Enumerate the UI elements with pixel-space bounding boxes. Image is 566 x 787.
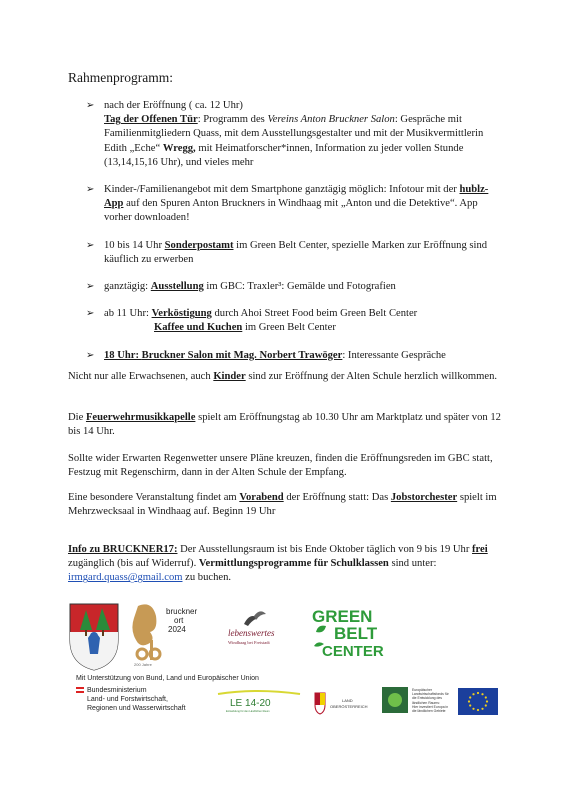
para-strong: Feuerwehrmusikkapelle <box>85 412 196 423</box>
green-belt-center-logo <box>312 607 384 660</box>
item-text-part: 18 Uhr: <box>104 349 142 361</box>
logo-text: 2024 <box>168 625 186 634</box>
para-text: der Eröffnung statt: Das <box>283 492 391 503</box>
item-emphasis: Vereins Anton Bruckner Salon <box>267 114 395 126</box>
para-strong: Vermittlungsprogramme für Schulklassen <box>198 558 389 570</box>
item-text-part: im GBC: Traxler³: Gemälde und Fotografien <box>203 281 396 293</box>
logo-text: BELT <box>334 624 378 643</box>
item-text-part: Kinder-/Familienangebot mit dem Smartphone ganztägig möglich: Infotour mit der <box>104 184 460 196</box>
eu-flag-icon <box>458 688 498 715</box>
item-text-part: : Gespräche mit Familienmitgliedern Quass, mit dem Ausstellungsgestalter und mit der Musikvermittlerin Edith „Eche“ <box>104 114 484 154</box>
section-heading: Rahmenprogramm: <box>68 70 173 85</box>
item-text-part: : Interessante Gespräche <box>342 349 446 361</box>
para-text: Der Ausstellungsraum ist bis Ende Oktober täglich von 9 bis 19 Uhr <box>177 544 473 555</box>
le1420-logo <box>216 690 302 714</box>
logo-text: Windhaag bei Freistadt <box>228 640 270 645</box>
support-line: Mit Unterstützung von Bund, Land und Europäischer Union <box>76 675 259 682</box>
item-strong: Bruckner Salon mit Mag. Norbert Trawöger <box>141 349 343 361</box>
para-text: spielt im Mehrzwecksaal in Windhaag auf. Beginn 19 Uhr <box>68 492 497 518</box>
item-strong: Sonderpostamt <box>164 239 234 251</box>
para-strong: Jobstorchester <box>390 492 458 503</box>
austria-flag-icon <box>76 687 84 693</box>
item-text <box>104 183 506 226</box>
item-text-part: auf den Spuren Anton Bruckners in Windhaag mit „Anton und die Detektive“. App vorher downloaden! <box>104 198 478 224</box>
para-strong: Info zu BRUCKNER17: <box>68 544 178 555</box>
item-text <box>104 307 506 321</box>
item-text <box>104 280 506 294</box>
logo-text: ort <box>174 616 184 625</box>
paragraph-evening <box>68 491 508 519</box>
para-strong: Kinder <box>213 371 246 382</box>
list-item <box>86 349 506 363</box>
para-text: zu buchen. <box>182 572 232 584</box>
email-link[interactable]: irmgard.quass@gmail.com <box>68 572 183 584</box>
item-text-part: mit Heimatforscher*innen, Information zu jeder vollen Stunde (13,14,15,16 Uhr), und vieles mehr <box>104 142 464 168</box>
logo-text: Europäischer <box>412 688 432 692</box>
eafrd-text <box>412 688 454 713</box>
para-strong: frei <box>472 544 488 555</box>
item-text-part: ganztägig: <box>104 281 151 293</box>
para-text: zugänglich (bis auf Widerruf). <box>68 558 199 570</box>
paragraph-weather: Sollte wider Erwarten Regenwetter unsere Pläne kreuzen, finden die Eröffnungsreden im GBC statt, Festzug mit Regenschirm, dann in der Alten Schule der Empfang. <box>68 453 493 479</box>
sponsor-logos <box>66 602 506 672</box>
item-strong: Ausstellung <box>150 281 204 293</box>
para-strong: Vorabend <box>239 492 284 503</box>
item-text-part: 10 bis 14 Uhr <box>104 239 165 251</box>
logo-text: Entwicklung für den Ländlichen Raum <box>226 710 270 713</box>
item-text <box>104 321 506 335</box>
para-text: sind unter: <box>388 558 437 570</box>
list-item <box>86 99 506 170</box>
item-text-part: : Programm des <box>197 114 268 126</box>
item-line: nach der Eröffnung ( ca. 12 Uhr) <box>104 100 243 111</box>
logo-text: bruckner <box>166 607 198 616</box>
leader-logo <box>382 687 408 713</box>
arrow-bullet-icon: ➢ <box>86 184 95 196</box>
logo-text: lebenswertes <box>228 628 275 638</box>
arrow-bullet-icon: ➢ <box>86 308 95 320</box>
logo-text: 200 Jahre <box>134 662 152 667</box>
para-text: Eine besondere Veranstaltung findet am <box>68 492 240 503</box>
para-text: Nicht nur alle Erwachsenen, auch <box>68 371 214 382</box>
logo-text: LE 14-20 <box>230 698 271 709</box>
list-item <box>86 280 506 294</box>
logo-text: Bundesministerium <box>87 687 147 694</box>
program-list <box>86 99 506 376</box>
logo-text: CENTER <box>322 643 384 660</box>
item-strong: Kaffee und Kuchen <box>154 322 243 334</box>
list-item <box>86 183 506 226</box>
item-strong: Verköstigung <box>151 308 212 320</box>
logo-text: die ländlichen Gebiete <box>412 709 446 714</box>
paragraph-info <box>68 543 508 586</box>
item-text <box>104 349 506 363</box>
logo-text: die Entwicklung des <box>412 696 442 701</box>
logo-text: Regionen und Wasserwirtschaft <box>87 705 186 712</box>
item-text-part: ab 11 Uhr: <box>104 308 152 320</box>
paragraph-children <box>68 370 508 384</box>
arrow-bullet-icon: ➢ <box>86 100 95 111</box>
leader-emblem-icon <box>388 693 402 707</box>
logo-text: Hier investiert Europa in <box>412 704 449 709</box>
para-text: Die <box>68 412 86 423</box>
arrow-bullet-icon: ➢ <box>86 349 95 361</box>
arrow-bullet-icon: ➢ <box>86 239 95 251</box>
list-item <box>86 239 506 267</box>
coat-of-arms-logo <box>70 604 118 670</box>
logo-text: Land- und Forstwirtschaft, <box>87 696 168 703</box>
logo-text: OBERÖSTERREICH <box>330 704 368 709</box>
land-oberoesterreich-logo <box>312 690 378 716</box>
item-text <box>104 113 506 170</box>
logo-text: LAND <box>342 698 353 703</box>
item-strong: hublz-App <box>104 184 489 210</box>
lebenswertes-windhaag-logo <box>228 611 275 645</box>
arrow-bullet-icon: ➢ <box>86 281 95 293</box>
item-strong: Wregg, <box>162 142 196 154</box>
item-text <box>104 239 506 267</box>
logo-text: ländlichen Raums: <box>412 700 440 705</box>
ministry-logo <box>76 686 186 713</box>
logo-text: Landwirtschaftsfonds für <box>412 692 449 697</box>
bruckner-ort-logo <box>132 604 197 667</box>
paragraph-band <box>68 411 508 439</box>
logo-text: GREEN <box>312 607 373 626</box>
list-item <box>86 307 506 335</box>
item-text-part: im Green Belt Center <box>242 322 336 334</box>
item-text-part: im Green Belt Center, spezielle Marken zur Eröffnung sind käuflich zu erwerben <box>104 239 488 265</box>
para-text: spielt am Eröffnungstag ab 10.30 Uhr am Marktplatz und später von 12 bis 14 Uhr. <box>68 412 501 438</box>
item-strong: Tag der Offenen Tür <box>104 114 198 126</box>
item-text-part: durch Ahoi Street Food beim Green Belt Center <box>211 308 418 320</box>
para-text: sind zur Eröffnung der Alten Schule herzlich willkommen. <box>245 371 498 382</box>
